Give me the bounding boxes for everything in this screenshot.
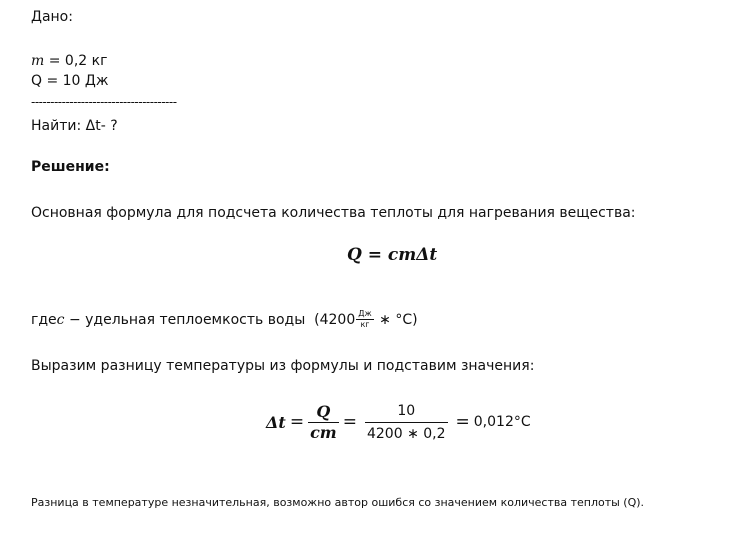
separator: -------------------------------------- — [31, 95, 177, 109]
where-symbol: c — [56, 311, 65, 328]
express-text: Выразим разницу температуры из формулы и подставим значения: — [31, 358, 535, 374]
equals-sign-1: = — [289, 412, 305, 432]
equals-sign-2: = — [342, 412, 357, 432]
fraction-numeric — [365, 400, 448, 445]
fraction-symbolic — [308, 402, 339, 443]
main-formula: Q = cmΔt — [347, 245, 438, 265]
given-mass — [31, 52, 107, 70]
where-prefix: где — [31, 311, 57, 328]
find-line: Найти: Δt- ? — [31, 118, 118, 134]
given-heat: Q = 10 Дж — [31, 73, 109, 89]
where-text: − удельная теплоемкость воды (4200 — [64, 311, 356, 328]
fraction-symbolic-numerator: Q — [308, 402, 339, 423]
delta-t-equation — [266, 400, 531, 444]
equals-sign-3: = — [455, 412, 470, 432]
unit-fraction — [356, 309, 373, 330]
given-label: Дано: — [31, 9, 73, 25]
footer-note: Разница в температуре незначительная, возможно автор ошибся со значением количества теплоты (Q). — [31, 496, 645, 509]
unit-numerator: Дж — [358, 309, 372, 318]
equation-lhs: Δt — [266, 412, 286, 432]
unit-denominator: кг — [360, 320, 370, 329]
intro-text: Основная формула для подсчета количества теплоты для нагревания вещества: — [31, 205, 636, 221]
mass-value: = 0,2 кг — [44, 53, 108, 69]
fraction-symbolic-denominator: cm — [310, 422, 337, 442]
equation-result: 0,012°C — [473, 414, 531, 430]
solution-heading: Решение: — [31, 159, 110, 175]
mass-symbol: m — [31, 53, 45, 69]
fraction-numeric-numerator: 10 — [365, 400, 448, 423]
where-line — [31, 309, 418, 330]
fraction-numeric-denominator: 4200 ∗ 0,2 — [366, 425, 446, 442]
where-suffix: ∗ °C) — [374, 311, 418, 328]
